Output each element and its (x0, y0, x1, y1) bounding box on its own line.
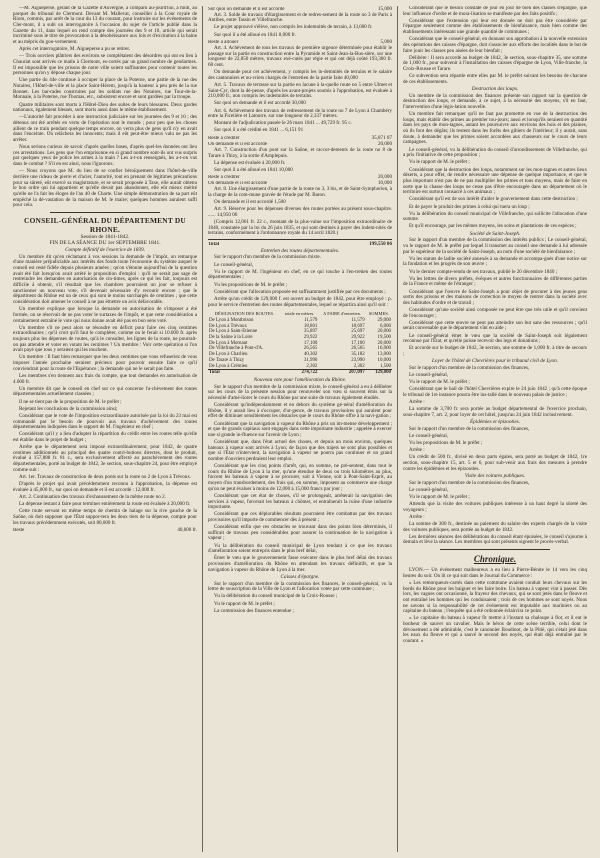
paragraph: Sur quoi il a été crédité en 1841 ... 6,151 91 (214, 127, 304, 134)
article-paragraphs (208, 255, 392, 308)
table-cell: De Villefranche à Pont-d'A. (209, 346, 264, 352)
paragraph: Le projet approuvé s'élève, non compris les indemnités de terrain, à 13,000 fr. (214, 24, 373, 31)
paragraph: Attendu que la visite des voitures publiques intéresse à un haut degré la sûreté des voyageurs ; (403, 501, 587, 513)
table-cell: 6,000 (379, 323, 391, 329)
paragraph: Arrête : (409, 399, 425, 406)
chronique-heading: Chronique. (473, 554, 517, 565)
paragraph: Arrête qu'un crédit de 129,000 f. est ouvert au budget de 1842, pour être employé : p. pour le service d'entretien des routes départementales, lequel se répartira ainsi qu'il suit : (208, 295, 392, 308)
article-paragraphs (403, 238, 587, 357)
table-cell: 274,722 (281, 370, 319, 376)
paragraph: D'après le projet qui avait précédemment reconnu à l'approbation, la dépense est évaluée à 45,000 fr., sur quoi on demande et il est accordé : 12,000 fr. (13, 481, 197, 493)
table-cell: 16,000 (377, 346, 391, 352)
divider (440, 549, 550, 550)
table-body (208, 318, 392, 376)
table-header-cell: totale en mètres. (284, 311, 315, 317)
table-header-cell: SOMMES. (368, 311, 389, 317)
section-title-loups: Destruction des loups. (471, 86, 519, 93)
paragraph: Considérant que cette œuvre ne peut pas atteindre son but sans des ressources ; qu'il serait convenable que le département vînt en aide ; (403, 319, 587, 332)
section-title-caisses: Caisses d'épargne. (280, 573, 320, 580)
paragraph: Les dernières séances des délibérations du conseil étant épuisées, le conseil s'ajourne à demain et lève la séance. Les membres qui sont présents signent le procès-verbal. (403, 533, 587, 546)
table-cell: Total (208, 370, 281, 376)
paragraph: Une partie du 44e continue à occuper la place de la Poterne, une partie de la rue des Notaires, l'Hôtel-de-ville et la place Saint-Hérem, jusqu'à la hauteur à peu près de la rue Bonnet. Les bar-rades construites par les soldats rue des Notaires, rue Tour-de-la-Monnaie, à la Poterne, rue Thomas, etc., subsistent encore et sont gardées par la troupe. (13, 77, 197, 101)
paragraph: Sur le rapport d'un membre de la commission des intérêts publics ; Le conseil-général, vu le rapport de M. le préfet par lequel il transmet au conseil une demande à lui adressée par le supérieur de la société de Saint-Joseph, au nom d'une société de bienfaisance ; (403, 237, 587, 255)
table-cell: 11,579 (304, 317, 318, 323)
news-paragraphs-clermont (13, 6, 197, 209)
column-2 (203, 6, 398, 852)
seance-label: FIN DE LA SÉANCE DU 1er SEPTEMBRE 1841. (49, 240, 161, 247)
session-label: Session de 1841-1842. (80, 233, 130, 240)
table-cell: De Tarare à Thizy (209, 357, 245, 363)
table-header-cell: DÉSIGNATION DES ROUTES. (214, 311, 275, 317)
paragraph: « Les remorqueurs-carrés dans cette commune avaient conduit leurs chevaux sur les bords du Rhône pour les baigner et les faire boire. Un bateau à vapeur vint à passer. Dès lors, les vagues ont occasionné, la frayeur des chevaux, qui se sont jetés dans le fleuve et ont entraîné les hommes qui les conduisaient ; trois de ces hommes se sont noyés. Nous ne savons si la responsabilité de cet événement est imputable aux mariniers ou au capitaine du bateau ; l'enquête qui a été ordonnée éclaircira ce point. (403, 579, 587, 615)
paragraph: Considérant qu'il est de son intérêt d'aider le gouvernement dans cette destruction ; (409, 196, 578, 203)
table-cell: 11,579 (351, 317, 365, 323)
table-cell: De Lyon à Mornant (209, 340, 248, 346)
paragraph: Considérant que ces déplorables résultats pourraient être combattus par des travaux provisoires qu'il importe de commencer dès à présent ; (208, 511, 392, 524)
table-cell: 23,990 (351, 357, 365, 363)
table-cell: 17,100 (351, 340, 365, 346)
paragraph: Un membre dit qu'en réclamant à vos sessions la demande de l'impôt, on remarque d'une manière préjudiciable aux intérêts des fonds toute l'économie du système auquel le conseil est resté fidèle depuis plusieurs années ; qu'on s'étonne aujourd'hui de la question avait été fait lorsqu'on avait arrêté le proposition d'emploi : qu'il ne serait pas sage de restreindre les demandes en autorisation de cin-times, après ce qui les fait, toujours est difficile à obtenir, s'il résultait que les chambres pourraient un jour se refuser à sanctionner un nouveau vote, s'il devenait nécessaire d'y recourir encore ; que le départment du Rhône est un de ceux qui sont le moins surchargés de centimes ; que cette considération doit amener le conseil à ne pas émettre un avis défavorable. (13, 253, 197, 306)
paragraph: — Trois ouvriers plâtriers des environs se complétaient des désordres qui ont eu lieu à Chauriat sont arrivés ce matin à Clermont, es-cortés par un grand nombre de gendarmes. Il est impossible que les prisons de notre ville soient suffisantes pour contenir toutes les personnes qu'on y dépose chaque jour. (13, 53, 197, 77)
paragraph: Le conseil-général, (409, 372, 449, 379)
paragraph: Considérant que le vote de l'imposition extraordinaire autorisée par la loi du 23 mai est commandé par le besoin de pourvoir aux travaux d'achèvement des routes départementales indiquées dans le rapport de M. l'ingénieur en chef ; (13, 412, 197, 431)
paragraph: Et qu'il encourage, par les mêmes moyens, les soins et plantations de ces espèces ; (409, 223, 577, 230)
ledger-amount: 5,000 (380, 38, 392, 45)
table-cell: De Lyon à Montbrison (209, 317, 254, 323)
table-cell: De Lyon à Saint-Etienne (209, 329, 258, 335)
section-title-saint-joseph: Société de Saint-Joseph. (469, 230, 521, 237)
ledger-label: On demande et il est accordé (208, 181, 267, 187)
paragraph: Vu le rapport de M. le préfet ; (409, 493, 470, 500)
paragraph: Considérant que l'extension qui leur est donnée ne doit pas être considérée par l'épargne seulement comme des établissements de bienfaisance, mais bien comme des établissements intéressant une grande quantité de communes ; (403, 17, 587, 36)
paragraph: Vu le rapport de M. le préfet ; (409, 159, 470, 166)
column-3 (398, 6, 592, 852)
paragraph: Quatre militaires sont morts à l'Hôtel-Dieu des suites de leurs blessures. Deux gardes nationaux, également blessés, sont morts aussi dans le même établissement. (13, 101, 197, 114)
ledger-total-amount: 199,550 06 (369, 241, 392, 248)
section-title-epidemies: Épidémies et épizooties. (470, 419, 520, 426)
article-paragraphs (208, 46, 392, 134)
paragraph: Vu le dernier compte-rendu de ses travaux, publié le 20 décembre 1840 ; (409, 268, 558, 275)
table-cell: 13,000 (377, 352, 391, 358)
paragraph: Rejetant les conclusions de la commission ainsi; (19, 405, 118, 412)
table-cell: De Lyon à Crémieu (209, 363, 248, 369)
table-total-row (208, 370, 392, 376)
paragraph: Vu les propositions de M. le préfet ; (409, 440, 483, 447)
paragraph: La commission des finances entendue ; (214, 607, 294, 614)
paragraph: Art. 9. Réserve pour les dépenses diverses des routes portées au présent sous-chapitre. ...... 14,950 06 (208, 206, 392, 218)
ledger-amount: 20,000 (377, 174, 392, 181)
table-cell: 1,500 (379, 363, 391, 369)
paragraph: « Le capitaine du bateau à vapeur fit mettre à l'instant sa chaloupe à flot, et il eut le bonheur de sauver un cavalier. Mais le héros de cette scène terrible, celui dont le dévouement a été admirable, c'est le canonnier Boudinot, de la Pitié, qui s'était jeté dans les eaux du fleuve et qui a sauvé le second des noyés, qui était déjà entraîné par le courant. » (403, 615, 587, 644)
paragraph: Il ne se tient pas de la proposition de M. le préfet ; (19, 398, 122, 405)
paragraph: Art. 4. Achèvement de tous les travaux de première urgence déterminée pour établir le passage sur la partie en construction entre la Pyramide et Saint-Jean-la-Bus-sière, sur une longueur de 22,850 mètres, travaux exé-cutés par régie et qui ont déjà coûté 193,300 fr. 68 cent. (208, 44, 392, 68)
ledger-total-label: Total (208, 242, 220, 248)
paragraph: Art. 8. Une élargissement d'une partie de la route no 3, 3 bis, et de Saint-Symphorien, à la charge de la com-mune gravée de l'étude par M. Baron. (208, 186, 392, 199)
table-cell: 20,000 (377, 329, 391, 335)
paragraph: La somme de 300 fr., destinée au paiement du salaire des experts chargés de la visite des voitures publiques, sera portée au budget de 1842. (403, 521, 587, 533)
table-cell: 10,000 (377, 357, 391, 363)
paragraph: Considérant que le conseil-général, en donnant son approbation à la nouvelle extension des opérations des caisses d'épargne, doit s'associer aux efforts des localités dans le but de faire jouir les classes peu aisées de leur bienfait ; (403, 36, 587, 54)
table-cell: De Lyon à Charlieu (209, 352, 248, 358)
paragraph: Vu la délibération du conseil municipal de la Croix-Rousse ; (214, 593, 338, 600)
table-header-row (208, 310, 392, 318)
paragraph: Sur le rapport d'un membre de la commission des finances, (409, 425, 530, 432)
ledger-lines (208, 136, 392, 148)
paragraph: Émet le vœu que le gouvernement fasse exécuter dans le plus bref délai des travaux provisoires d'amélioration du Rhône en attendant les travaux définitifs, et que la navigation à vapeur du Rhône de Lyon à la mer. (208, 555, 392, 573)
ledger-line (208, 136, 392, 142)
ledger-total (208, 242, 392, 248)
ledger-amount: 10,000 (377, 180, 392, 187)
paragraph: Art. 5. Travaux de terrasse sur la partie en lacune à la-quelle route no 5 entre Ulmet et Saint-Cyr, dont la dé-pense, d'après les avant-projets soumis à l'approbation, est évaluée à 210,000 fr., non compris les indemnités de terrains. (208, 81, 392, 100)
table-cell: 29,922 (351, 335, 365, 340)
article-paragraphs (208, 148, 392, 174)
paragraph: Et accorde sur le budget de 1842, 3e section, une somme de 1,000 fr. à titre de secours ; (403, 345, 587, 358)
paragraph: Considérant que les cinq points d'arrêt, qui, en somme, ne pré-sentent, dans tout le cours du Rhône de Lyon à la mer, qu'une étendue de deux ou trois kilomètres au plus, forcent les bateaux à vapeur à se procurer, soit à Vienne, soit à Pont-Saint-Esprit, au moyen d'un transbordement, des frais qui, en somme, imposent au commerce une charge qu'on ne peut évaluer à moins de 12,000 à 15,000 francs par jour ; (208, 463, 392, 492)
table-cell: 18,697 (351, 323, 365, 329)
paragraph: Un membre dit que le conseil en chef sur ce qui concerne l'a-chèvement des routes départementales actuellement classées ; (13, 385, 197, 398)
paragraph: —L'autorité fait procéder à une instruction judiciaire sur les journées des 9 et 10 ; des détenus ont été arrêtés en vertu de l'opération tout le monde ; pour peu que les choses aillent de ce train pendant quelque temps encore, on verra plus de gens qu'il n'y en avait dans l'enceinte. On relâchera les innocents; mais il eût peut-être mieux valu ne pas les arrêter. (13, 114, 197, 143)
paragraph: Vu les lettres de divers préfets, évêques et autres fonctionnaires de différentes parties de la France et même de l'étranger ; (403, 275, 587, 288)
paragraph: Art. 6. Achèvement des travaux de redressement de la route no 7 de Lyon à Chambéry entre la Ficelière et Latourre, sur une longueur de 2,337 mètres. (208, 107, 392, 120)
table-cell: 31,990 (303, 357, 318, 363)
ledger-line (208, 175, 392, 181)
paragraph: Considérant que le besoin constaté de jour en jour de bien des classes d'épargne, que leur influence d'ordre et de mora-lisation se manifeste par des faits positifs ; (403, 6, 587, 17)
paragraph: LYON.— Un événement malheureux a eu lieu à Pierre-Bénite le 14 vers les cinq heures du soir. On lit ce qui suit dans le Journal du Commerce : (403, 567, 587, 579)
paragraph: Ce subvention sera répartie entre elles par M. le préfet suivant les besoins de chacune de ces établissements. (403, 73, 587, 85)
paragraph: Considérant que cet état de choses, s'il se prolongeait, arrêterait la navigation des services à vapeur, forcerait les bateaux à chômer, et entraînerait la ruine d'une industrie importante. (208, 492, 392, 511)
paragraph: Considérant que la destruction des loups, notamment sur les mon-tagnes et autres lieux déserts, a pour effet, de rendre nécessaire une dépense de quelque importance, et que le plus important n'est pas de ne pas multiplier les primes et tous moyens, mais de faire en sorte que la chasse des loups ne cesse pas d'être encouragée dans un département où le territoire est surtout consacré à ces animaux ; (403, 166, 587, 196)
paragraph: Le conseil-général, (409, 486, 449, 493)
paragraph: Vu le rapport de M. le préfet ; (409, 379, 470, 386)
table-cell: 129,000 (366, 370, 392, 376)
routes-table (208, 310, 392, 376)
section-title-rhone: Nouveau vote pour l'amélioration du Rhône. (253, 376, 347, 383)
paragraph: Arrête : (409, 447, 425, 454)
paragraph: Après cet interrogatoire, M. Aigueperse a pu se retirer. (19, 46, 131, 53)
table-cell: 18,801 (303, 323, 318, 329)
paragraph: Art. 3. Solde de travaux d'élargissement et de redres-sement de la route no 3 de Paris à Antibes, entre Tassin et Villefranche. (208, 11, 392, 24)
table-cell: De la Saône à la Loire (209, 335, 253, 340)
paragraph: Vu les propositions de M. le préfet ; (214, 281, 288, 288)
paragraph: Art. 7. Construction d'un pont sur la Saône, et raccor-dements de la route no 8 de Tarare à Thizy, à la sortie d'Amplepuis. (208, 146, 392, 159)
article-paragraphs (403, 427, 587, 473)
table-cell: 40,302 (303, 352, 318, 358)
divider (208, 239, 392, 240)
paragraph: Les membres s'en tiennent aux frais du compte, que tout demandes en autorisation de 4.000 fr. (13, 372, 197, 385)
paragraph: Un membre explique que lorsque la demande en autorisation de s'imposer a été formée, on se réservait de ne pas voter le surtaxes de l'impôt, et que cette considération a certainement entraîné le vote qui nous donne avait été pas en bon sens voté. (13, 306, 197, 324)
paragraph: On demande et il est accordé 1,500 (214, 199, 286, 206)
paragraph: Sur le rapport d'un membre de la commission mixte. (214, 254, 321, 261)
table-cell: 29,922 (303, 335, 318, 340)
deliberation-paragraphs (13, 255, 197, 526)
paragraph: Cette route servant en même temps de chemin de halage sur la rive gauche de la Saône, où doit supposer que l'État suppor-tera les deux tiers de la dépense, compte pour les travaux précédemment exécutés, soit 80,000 fr. (13, 508, 197, 526)
paragraph: Un membre s'il ne peut alors se résoudre en déficit pour faire ces cinq centimes extraordinaires ; qu'il croit qu'il faut le compléter, comme on le ferait si 10.000 fr. après toujours plus les dépenses de routes, qu'à le consulter, les lignes de la route, ne pourrait-on pas attendre et voter en votant les centimes ? Un membre : Voir cette opération si l'on avait payé que tous y seraient qui les touchent. (13, 324, 197, 354)
ledger-amount: 15,000 (377, 6, 392, 12)
ledger-lines (208, 175, 392, 187)
ledger-label: Sur quoi on demande et il est accordé (208, 6, 285, 12)
table-cell: 26,565 (303, 346, 318, 352)
paragraph: Vu les statuts de ladite société annexés à sa demande et accompa-gnés d'une notice sur la fondation et les progrès de son œuvre ; (403, 255, 587, 268)
divider (50, 212, 160, 213)
paragraph: Considérant qu'une société ainsi composée ne peut être que très utile et qu'il convient de l'encourager ; (403, 307, 587, 319)
paragraph: Vu le rapport de M. le préfet ; (214, 600, 275, 607)
paragraph: Et de payer le produit des primes à celui qui tuera un loup ; (409, 203, 530, 210)
paragraph: Considérant que le bail de l'hôtel Chevrières expire le 24 juin 1842 ; qu'à cette époque le tribunal de 1re instance pourra être ins-tallé dans le nouveau palais de justice ; (403, 386, 587, 399)
paragraph: Le conseil-général émet le vœu que la société de Saint-Joseph soit légalement reconnue par l'État, et qu'elle puisse recevoir des legs et donations ; (403, 332, 587, 345)
paragraph: Montant de l'adjudication passée le 26 mars 1841 ... 49,729 fr. 95 c. (214, 120, 352, 127)
paragraph: Vu le rapport de M. l'ingénieur en chef, en ce qui touche à l'en-tretien des routes départementales ; (208, 268, 392, 281)
paragraph: —M. Aigueperse, gérant de la Gazette d'Auvergne, à comparu au-jourd'hui, à midi, au parquet du tribunal de Clermont. Devant M. Mallevat, conseiller à la Cour royale de Riom, commis, par arrêt de la cour du 13 du courant, pour instruire sur les événements de Cler-mont, il a subi un interrogatoire à l'occasion du sujet de l'article publié dans la Gazette du 11, dans lequel on rend compte des journées des 9 et 10, article qui serait incriminé sous le titre de provocation à la désobéissance aux lois et d'excitation à la haine et au mépris du gou-vernement. (13, 6, 197, 45)
paragraph: Considérant qu'indépendamment et en dehors du système gé-néral d'amélioration du Rhône, il y aurait lieu à s'occuper, d'ur-gence, de travaux provisoires qui auraient pour effet de diminuer sensiblement les obstacles que le cours du Rhône offre à la navi-gation ; (208, 402, 392, 420)
paragraph: Art. 1er. Travaux de construction de deux ponts sur la route no 2 de Lyon à Trévoux. (19, 473, 192, 480)
table-cell: 17,100 (303, 340, 318, 346)
ledger-line (13, 528, 197, 534)
section-title-entretien: Entretien des routes départementales. (260, 247, 340, 254)
section-title-voitures: Visite des voitures publiques. (464, 472, 526, 479)
article-paragraphs (208, 187, 392, 237)
paragraph: Un membre fait remarquer qu'il ne faut pas promettre en vue de la destruction des loups, mais établir des primes au premier tou-jours; aussi et lorsqu'ils seraient en quantité dans les pays de mon-tagnes, autant les poursuivre aux environs des bois et des plaines, où ils font des dégâts; ils restent dans les forêts des gibiers de l'intérieur; il y aurait, sans doute, à demander que les primes soient accordées aux chasseurs sur le cours de leurs campagnes. (403, 111, 587, 146)
paragraph: La dépense est évaluée à 20,000 fr. (214, 159, 286, 166)
article-paragraphs (403, 366, 587, 419)
table-header-cell: A FAIRE d'entretien. (323, 311, 361, 317)
table-cell: 25,697 (351, 329, 365, 335)
article-paragraphs (208, 582, 392, 615)
paragraph: Vu la délibération du conseil municipal de Lyon tendant à ce que les travaux d'amélioration soient entrepris dans le plus bref délai, (208, 542, 392, 555)
paragraph: Un membre : Il faut bien remarquer que les deux centimes que vous refuseriez de vous imposer l'année prochaine seraient précieux pour pouvoir ensuite faire ce qu'il conviendrait pour la route de l'Espérance ; la demande qui ne le serait pas faite. (13, 354, 197, 372)
paragraph: Sur quoi il a été alloué en 1841 8,000 fr. (214, 31, 296, 38)
ledger-amount: 20,000 (377, 140, 392, 147)
table-cell: 26,565 (351, 346, 365, 352)
table-cell: 20,000 (377, 340, 391, 346)
section-title-chevrieres: Loyer de l'hôtel de Chevrières pour le tribunal civil de Lyon. (432, 358, 558, 365)
paragraph: Sur quoi il a été alloué en 1841 10,000 (214, 166, 293, 173)
article-paragraphs (403, 94, 587, 230)
article-paragraphs (208, 385, 392, 574)
paragraph: Un crédit de 500 fr., divisé en deux parts égales, sera porté au budget de 1842, 1re section, sous-chapitre 15, art. 5 et 6, pour sub-venir aux frais des mesures à prendre contre les épidémies et les épizooties. (403, 454, 587, 472)
ledger-amount: 40,000 fr. (177, 526, 197, 533)
paragraph: Le conseil-général, (214, 261, 254, 268)
paragraph: Le conseil-général, vu la délibération du conseil d'arrondissement de Villefranche, qui a pris l'initiative de cette proposition ; (403, 146, 587, 159)
article-paragraphs (403, 6, 587, 86)
section-title-conseil-general: CONSEIL-GÉNÉRAL DU DÉPARTEMENT DU RHONE. (24, 215, 186, 234)
article-paragraphs (403, 481, 587, 547)
paragraph: Sur quoi on demande et il est accordé 30,000 (214, 100, 306, 107)
paragraph: Considérant que l'allocation proposée est suffisamment justifiée par ces documents ; (214, 288, 386, 295)
paragraph: Sur le rapport d'un membre de la commission des finances, (409, 479, 530, 486)
paragraph: On demande pour cet achèvement, y compris les in-demnités de terrains et le salaire des cantonniers et ou-vriers chargés de l'entretien de la partie faite 40,000 (208, 69, 392, 81)
ledger-label: On demande et il est accordé (208, 141, 267, 147)
table-cell: 2,302 (353, 363, 365, 369)
paragraph: Arrête : (409, 513, 425, 520)
paragraph: Délibère : Il sera accordé au budget de 1842, 3e section, sous-chapitre 35, une somme de 1,000 fr., pour subvenir à l'installation des caisses d'épargne de Lyon, Ville-franche, la Croix-Rousse et Tarare. (403, 54, 587, 73)
paragraph: Considérant qu'il y a lieu d'adopter la répartition du crédit entre les routes telle qu'elle est établie dans le projet de budget ; (13, 431, 197, 443)
table-cell: 207,097 (318, 370, 365, 376)
paragraph: Un membre de la commission des finances présente son rapport sur la question de destruction des loups, et demande, à ce sujet, à la nécessité des moyens, s'il en faut, l'intervention d'une légis-lation nouvelle. (403, 92, 587, 110)
paragraph: (Compris 12,061 fr. 22 c., montant de la plus-value sur l'imposition extraordinaire de 1840, constatée par la loi du 26 juin 1835, et qui sont destinés à payer des indem-nités de terrains, conformément à l'ordonnance royale du 14 avril 1820.) (208, 219, 392, 237)
table-cell: 35,182 (351, 352, 365, 358)
article-paragraphs (208, 13, 392, 39)
paragraph: Considérant que l'œuvre de Saint-Joseph a pour objet de procurer à des jeunes gens sortis des prisons et des maisons de correction le moyen de rentrer dans la société avec des habitudes d'ordre et de travail ; (403, 288, 587, 306)
table-cell: 19,500 (377, 335, 391, 340)
table-cell: 2,302 (306, 363, 318, 369)
paragraph: Considérant enfin que ces obstacles se trouvant dans des points bien déterminés, il suffirait de travaux peu considérables pour assurer la continuation de la navigation à vapeur ; (208, 524, 392, 542)
ledger-label: Reste à allouer (208, 39, 239, 45)
ledger-label: Reste (13, 527, 25, 533)
paragraph: Art. 2. Continuation des travaux d'exhaussement de la même route no 2. (19, 493, 166, 500)
paragraph: Nous serions curieux de savoir d'après quelles bases, d'après quel-les données ont lieu ces arrestations. Les gens que l'on emprisonne en si grand nombre sont-ils ont vus surpris par quelques yeux de police les armes à la main ? Les a-t-on renseignés, les a-t-on vus dans le combat ? S'il en est ainsi, nous l'ignorons. (13, 144, 197, 168)
paragraph: La somme de 3,700 fr. sera portée au budget départemental de l'exercice prochain, sous-chapitre 7, art. 2, pour loyer de cet hôtel, jusqu'au 24 juin 1842 inclusivement. (403, 406, 587, 418)
paragraph: Le conseil-général, (409, 432, 449, 439)
compte-subtitle: Compte définitif de l'exercice de 1839. (65, 247, 145, 254)
paragraph: Considérant que, dans l'état actuel des choses, et depuis un mois environ, quelques bateaux à vapeur sont arrivés à Lyon; de façon que des trajets ne sont plus possibles et que si l'État n'intervient, la navigation à vapeur ne pourra pas continuer et un grand nombre d'ouvriers perdraient leur emploi. (208, 438, 392, 462)
paragraph: Arrête que le département sera imposé extraordinairement, pour 1842, de quatre centimes additionnels au principal des quatre contri-butions directes, dont le produit, évalué à 157,888 fr. 81 c., sera exclusivement affecté au parachèvement des routes départementales, porté au budget de 1842, 3e section, sous-chapitre 24, pour être employé comme suit : (13, 444, 197, 473)
table-cell: De Lyon à Trévoux (209, 323, 247, 329)
column-1 (8, 6, 203, 852)
table-cell: 29,000 (377, 317, 391, 323)
paragraph: Sur le rapport d'un membre de la commission des finances, (409, 364, 530, 371)
paragraph: La dépense restant à faire pour terminer entièrement la route est évaluée à 20,000 fr. (19, 501, 191, 508)
paragraph: Considérant que la navigation à vapeur du Rhône a pris un im-mense développement ; et que de grands capitaux sont engagés dans cette importante industrie ; appelée à exercer une si grande in-fluence sur l'avenir de Lyon ; (208, 420, 392, 438)
ledger-label: Reste à créditer (208, 175, 240, 181)
paragraph: Sur le rapport d'un membre de la commission mixte, le conseil-général a eu à délibérer sur les cours de la présente session pour renouveler son vœu si souvent émis sur la nécessité d'amé-liorer le cours du Rhône par une suite de travaux également étudiés. (208, 383, 392, 401)
table-cell: 35,897 (303, 329, 318, 335)
article-paragraphs (403, 568, 587, 645)
paragraph: Sur le rapport d'un membre de la commission des finances, le conseil-général, vu la lettre de souscription de la Ville de Lyon et l'allocation votée par cette commune ; (208, 580, 392, 593)
paragraph: — Nous croyons que M. du lieu de se confier héroïquement dans l'hôtel-de-ville derrière une rideau de pierre et d'acier, l'autorité, tout en prenant de légitimes précautions pour sa sûreté, eût exercé sa magistrature, et se serait proposée à Taxe, elle aurait obtenu le bon ordre qui lui appartient et qu'elle devait pas abandonner, elle eût mieux mérité qu'elle ne l'a fait les éloges de l'an 40 de Charte. Une simple démonstration de sa part eût empêché la dé-vastation de la maison de M. le maire; quelques hommes auraient suffi pour cela. (13, 168, 197, 209)
ledger-label: Reste à créditer (208, 135, 240, 141)
ledger-lines (13, 528, 197, 534)
ledger-amount: 35,871 07 (371, 134, 392, 141)
paragraph: Vu la délibération du conseil municipal de Villefranche, qui sollicite l'allocation d'une somme. (403, 210, 587, 223)
